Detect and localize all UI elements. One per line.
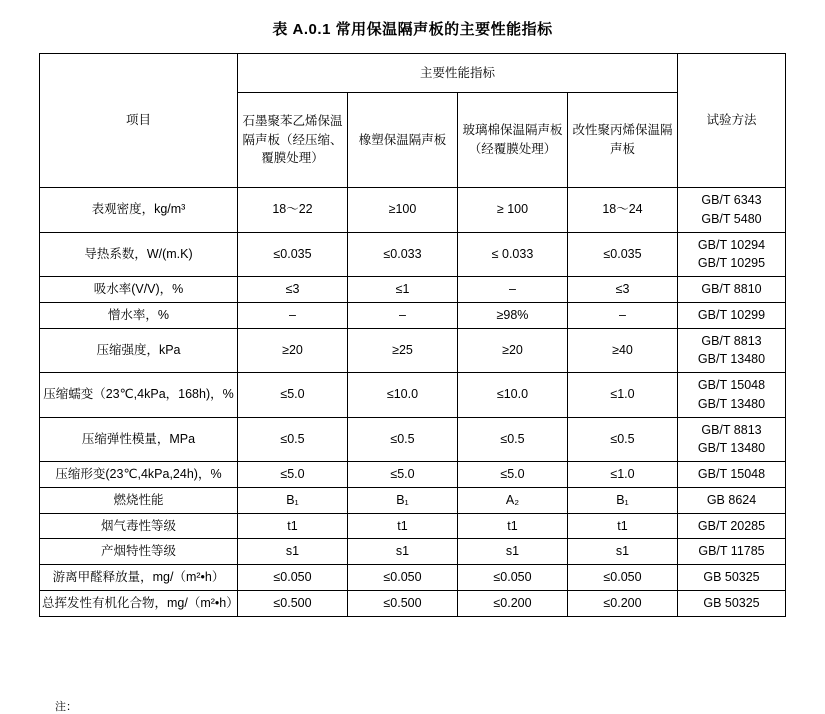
row-method: GB/T 10294 GB/T 10295 (678, 232, 786, 277)
row-value: B₁ (567, 487, 677, 513)
row-value: ≤0.050 (567, 565, 677, 591)
header-col-2: 橡塑保温隔声板 (347, 93, 457, 188)
row-value: ≤0.050 (347, 565, 457, 591)
row-value: ≤0.035 (567, 232, 677, 277)
row-value: ≥ 100 (457, 188, 567, 233)
row-value: ≤5.0 (347, 462, 457, 488)
row-value: ≤10.0 (457, 373, 567, 418)
table-row (39, 373, 785, 418)
table-row (39, 232, 785, 277)
row-value: ≥98% (457, 302, 567, 328)
table-row (39, 188, 785, 233)
row-value: s1 (347, 539, 457, 565)
row-value: s1 (237, 539, 347, 565)
row-item: 表观密度，kg/m³ (39, 188, 237, 233)
row-value: ≤0.050 (457, 565, 567, 591)
row-value: – (567, 302, 677, 328)
row-method: GB/T 20285 (678, 513, 786, 539)
row-item: 产烟特性等级 (39, 539, 237, 565)
row-item: 憎水率，% (39, 302, 237, 328)
row-method: GB/T 6343 GB/T 5480 (678, 188, 786, 233)
row-value: ≤1 (347, 277, 457, 303)
row-method: GB/T 10299 (678, 302, 786, 328)
table-title: 表 A.0.1 常用保温隔声板的主要性能指标 (272, 21, 553, 38)
row-value: ≤0.5 (237, 417, 347, 462)
row-method: GB/T 8813 GB/T 13480 (678, 417, 786, 462)
row-method: GB/T 15048 GB/T 13480 (678, 373, 786, 418)
row-value: ≥100 (347, 188, 457, 233)
row-value: B₁ (237, 487, 347, 513)
row-item: 压缩弹性模量，MPa (39, 417, 237, 462)
table-row (39, 462, 785, 488)
row-value: ≤5.0 (457, 462, 567, 488)
row-item: 燃烧性能 (39, 487, 237, 513)
table-row (39, 590, 785, 616)
header-col-4: 改性聚丙烯保温隔声板 (567, 93, 677, 188)
row-value: s1 (567, 539, 677, 565)
table-row (39, 539, 785, 565)
row-value: t1 (237, 513, 347, 539)
row-item: 吸水率(V/V)，% (39, 277, 237, 303)
row-value: ≤3 (237, 277, 347, 303)
table-row (39, 277, 785, 303)
row-item: 导热系数，W/(m.K) (39, 232, 237, 277)
row-value: A₂ (457, 487, 567, 513)
row-value: ≤1.0 (567, 462, 677, 488)
row-item: 压缩蠕变（23℃,4kPa，168h)，% (39, 373, 237, 418)
row-value: ≥20 (457, 328, 567, 373)
row-method: GB/T 11785 (678, 539, 786, 565)
row-item: 烟气毒性等级 (39, 513, 237, 539)
row-value: ≤0.500 (237, 590, 347, 616)
header-col-3: 玻璃棉保温隔声板（经覆膜处理） (457, 93, 567, 188)
row-value: ≥20 (237, 328, 347, 373)
header-item: 项目 (39, 54, 237, 188)
row-value: ≤10.0 (347, 373, 457, 418)
row-item: 压缩强度，kPa (39, 328, 237, 373)
row-method: GB/T 15048 (678, 462, 786, 488)
row-value: ≥25 (347, 328, 457, 373)
row-value: ≤0.5 (567, 417, 677, 462)
header-group: 主要性能指标 (237, 54, 677, 93)
row-value: ≤5.0 (237, 462, 347, 488)
spec-table (39, 53, 786, 617)
row-method: GB/T 8813 GB/T 13480 (678, 328, 786, 373)
row-value: t1 (457, 513, 567, 539)
row-value: – (237, 302, 347, 328)
row-value: t1 (567, 513, 677, 539)
row-value: ≤0.033 (347, 232, 457, 277)
row-value: – (347, 302, 457, 328)
header-method: 试验方法 (678, 54, 786, 188)
table-row (39, 513, 785, 539)
row-value: ≤0.050 (237, 565, 347, 591)
row-value: ≥40 (567, 328, 677, 373)
row-value: – (457, 277, 567, 303)
row-item: 总挥发性有机化合物，mg/（m²•h） (39, 590, 237, 616)
row-item: 游离甲醛释放量，mg/（m²•h） (39, 565, 237, 591)
row-value: ≤0.5 (347, 417, 457, 462)
row-value: ≤0.500 (347, 590, 457, 616)
table-row (39, 565, 785, 591)
row-value: t1 (347, 513, 457, 539)
table-row (39, 417, 785, 462)
row-value: s1 (457, 539, 567, 565)
row-method: GB 8624 (678, 487, 786, 513)
row-value: ≤ 0.033 (457, 232, 567, 277)
row-value: ≤1.0 (567, 373, 677, 418)
row-value: ≤0.035 (237, 232, 347, 277)
header-col-1: 石墨聚苯乙烯保温隔声板（经压缩、覆膜处理） (237, 93, 347, 188)
row-method: GB 50325 (678, 590, 786, 616)
table-row (39, 487, 785, 513)
row-value: ≤5.0 (237, 373, 347, 418)
row-method: GB 50325 (678, 565, 786, 591)
table-footnote: 注： (55, 701, 77, 713)
table-row (39, 302, 785, 328)
row-value: ≤0.200 (567, 590, 677, 616)
row-value: ≤0.5 (457, 417, 567, 462)
table-header-row-1 (39, 54, 785, 93)
row-value: 18～24 (567, 188, 677, 233)
table-row (39, 328, 785, 373)
row-value: B₁ (347, 487, 457, 513)
row-value: ≤0.200 (457, 590, 567, 616)
row-item: 压缩形变(23℃,4kPa,24h)，% (39, 462, 237, 488)
row-method: GB/T 8810 (678, 277, 786, 303)
row-value: 18～22 (237, 188, 347, 233)
row-value: ≤3 (567, 277, 677, 303)
